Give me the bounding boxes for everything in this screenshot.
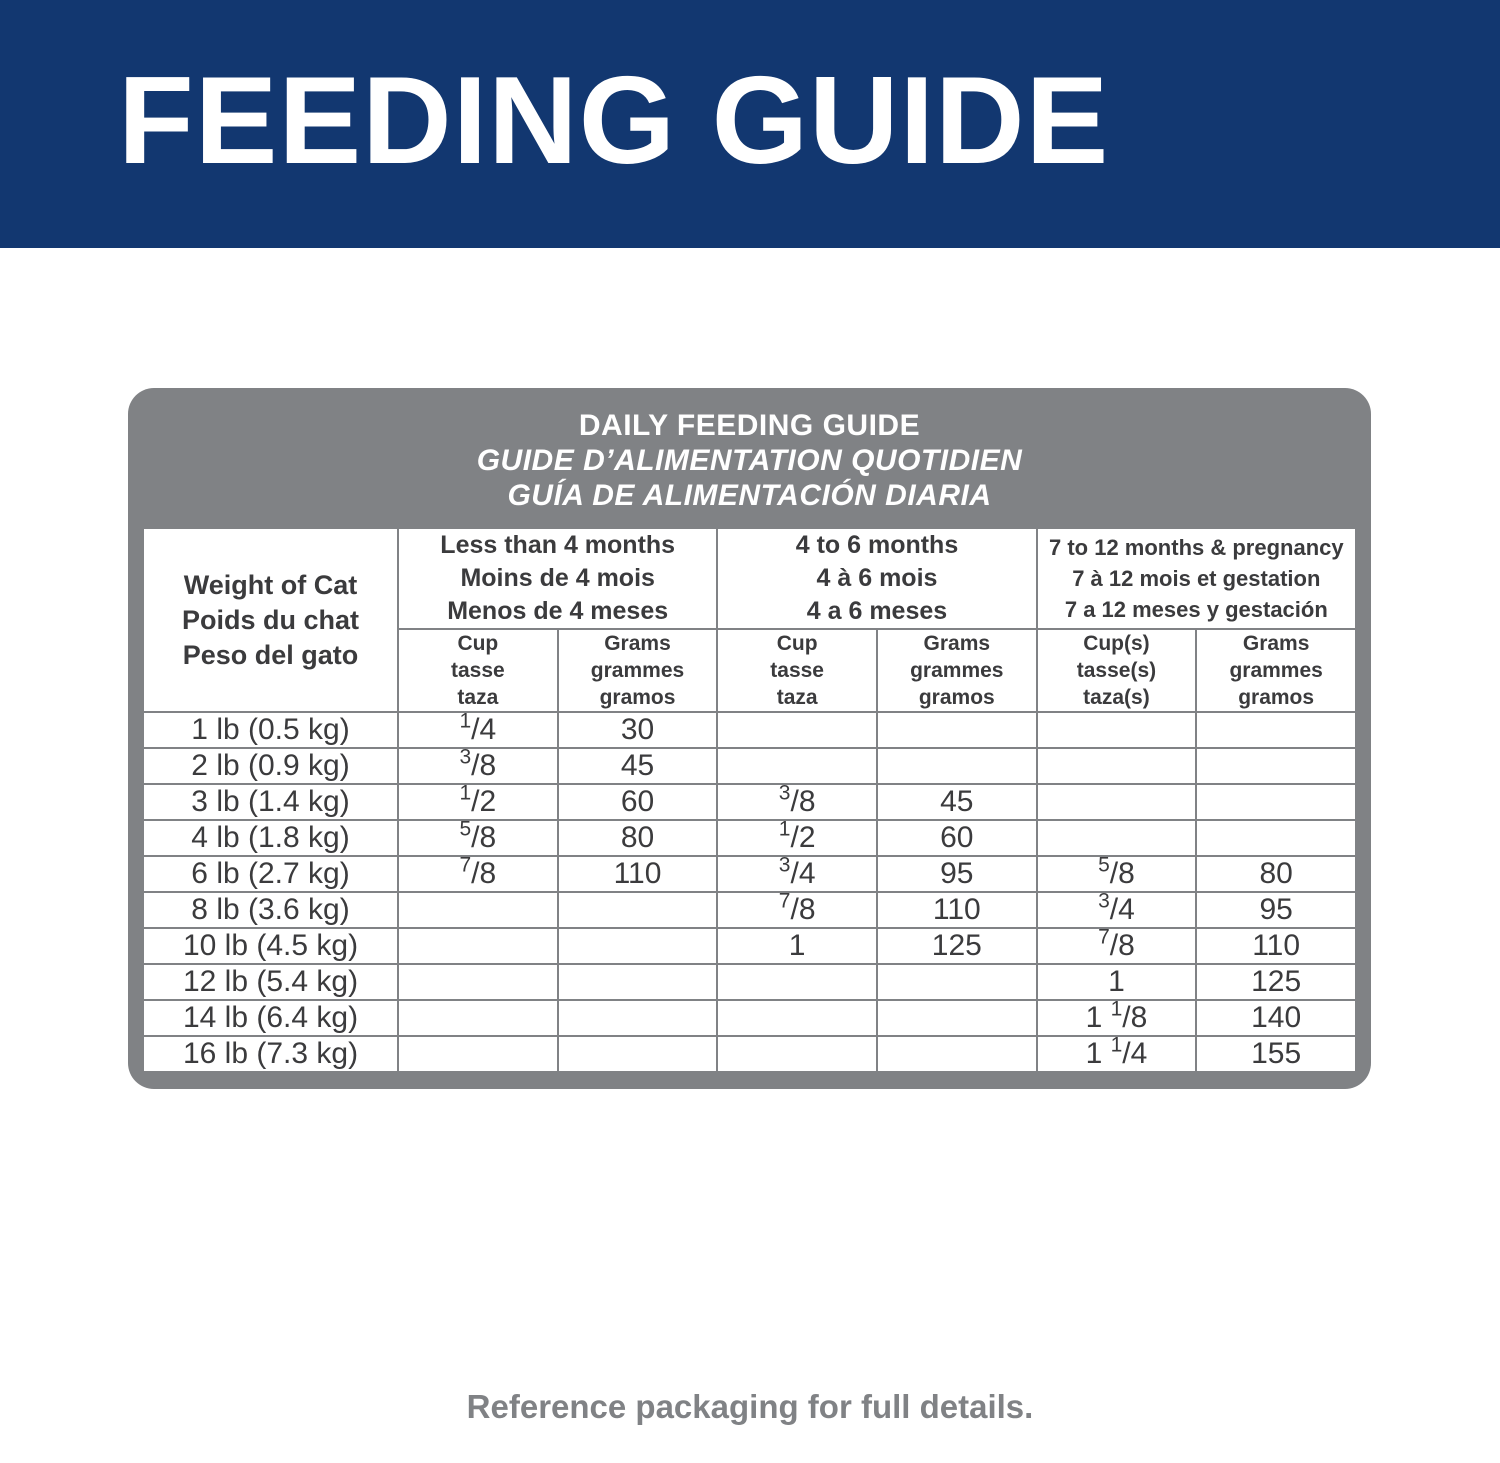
header-unit-0-grams-fr: grammes (590, 659, 685, 682)
cell-value: $^5$/8 (1037, 856, 1197, 892)
cell-value (877, 748, 1037, 784)
header-unit-1-grams (877, 629, 1037, 712)
cell-value: $^1$/4 (398, 712, 558, 748)
page-title: FEEDING GUIDE (118, 52, 1110, 190)
header-unit-1-cup-fr: tasse (770, 659, 824, 682)
cell-value (877, 712, 1037, 748)
header-unit-1-cup (717, 629, 877, 712)
cell-value: $^5$/8 (398, 820, 558, 856)
cell-value: 125 (877, 928, 1037, 964)
card-heading-es: GUÍA DE ALIMENTACIÓN DIARIA (507, 479, 992, 512)
cell-value: 1 (717, 928, 877, 964)
cell-value: $^7$/8 (1037, 928, 1197, 964)
header-age-2-es: 7 a 12 meses y gestación (1064, 597, 1328, 622)
card-heading-en: DAILY FEEDING GUIDE (578, 409, 921, 442)
cell-value: 110 (558, 856, 718, 892)
cell-value (398, 1036, 558, 1072)
cell-value (1196, 748, 1356, 784)
table-row (143, 748, 1356, 784)
table-body (143, 709, 1356, 1072)
header-unit-2-cup-en: Cup(s) (1083, 632, 1150, 655)
card-heading (142, 402, 1357, 527)
cell-weight: 14 lb (6.4 kg) (143, 1000, 398, 1036)
header-age-1-en: 4 to 6 months (795, 531, 959, 559)
cell-value: 80 (558, 820, 718, 856)
table-row (143, 928, 1356, 964)
header-unit-1-cup-en: Cup (776, 632, 818, 655)
cell-value (1037, 820, 1197, 856)
header-unit-2-grams-es: gramos (1238, 686, 1315, 709)
table-header-row-age (143, 528, 1356, 629)
cell-weight: 16 lb (7.3 kg) (143, 1036, 398, 1072)
cell-value (1037, 784, 1197, 820)
cell-value: 95 (877, 856, 1037, 892)
cell-value (558, 928, 718, 964)
header-age-1-fr: 4 à 6 mois (816, 564, 938, 592)
cell-value: 140 (1196, 1000, 1356, 1036)
header-unit-2-cup-es: taza(s) (1083, 686, 1150, 709)
header-unit-0-cup-es: taza (457, 686, 499, 709)
table-row (143, 1036, 1356, 1072)
header-unit-0-grams-es: gramos (599, 686, 676, 709)
cell-value: $^3$/8 (398, 748, 558, 784)
cell-value (1196, 784, 1356, 820)
table-row (143, 964, 1356, 1000)
header-weight-es: Peso del gato (182, 639, 359, 670)
cell-weight: 10 lb (4.5 kg) (143, 928, 398, 964)
header-unit-0-cup (398, 629, 558, 712)
header-age-group-1 (717, 528, 1036, 629)
card-heading-fr: GUIDE D’ALIMENTATION QUOTIDIEN (476, 444, 1023, 477)
cell-value (717, 712, 877, 748)
header-unit-1-grams-en: Grams (923, 632, 991, 655)
cell-value (398, 964, 558, 1000)
cell-value: $^7$/8 (717, 892, 877, 928)
cell-value: $^1$/2 (398, 784, 558, 820)
header-weight-fr: Poids du chat (182, 604, 360, 635)
header-age-0-fr: Moins de 4 mois (460, 564, 655, 592)
header-age-group-0 (398, 528, 717, 629)
cell-value (877, 1000, 1037, 1036)
table-row (143, 784, 1356, 820)
cell-weight: 6 lb (2.7 kg) (143, 856, 398, 892)
cell-weight: 2 lb (0.9 kg) (143, 748, 398, 784)
cell-value: $^3$/4 (717, 856, 877, 892)
cell-weight: 4 lb (1.8 kg) (143, 820, 398, 856)
cell-value (1037, 712, 1197, 748)
header-unit-0-cup-fr: tasse (450, 659, 505, 682)
cell-value: 1 $^1$/8 (1037, 1000, 1197, 1036)
header-unit-2-grams-fr: grammes (1229, 659, 1323, 682)
cell-value (1196, 820, 1356, 856)
header-unit-1-cup-es: taza (776, 686, 818, 709)
header-unit-2-grams (1196, 629, 1356, 712)
header-unit-2-cup (1037, 629, 1197, 712)
cell-value (717, 748, 877, 784)
header-age-1-es: 4 a 6 meses (806, 597, 948, 625)
header-unit-2-cup-fr: tasse(s) (1076, 659, 1157, 682)
header-unit-1-grams-fr: grammes (910, 659, 1004, 682)
cell-weight: 3 lb (1.4 kg) (143, 784, 398, 820)
cell-value: 1 $^1$/4 (1037, 1036, 1197, 1072)
cell-weight: 8 lb (3.6 kg) (143, 892, 398, 928)
table-row (143, 820, 1356, 856)
header-age-group-2 (1037, 528, 1356, 629)
cell-weight: 12 lb (5.4 kg) (143, 964, 398, 1000)
header-unit-0-grams (558, 629, 718, 712)
cell-value (877, 1036, 1037, 1072)
cell-value: $^7$/8 (398, 856, 558, 892)
header-unit-0-grams-en: Grams (604, 632, 671, 655)
header-banner (0, 0, 1500, 248)
cell-value (877, 964, 1037, 1000)
cell-value (717, 964, 877, 1000)
table-row (143, 856, 1356, 892)
cell-value: 60 (558, 784, 718, 820)
header-age-2-fr: 7 à 12 mois et gestation (1072, 566, 1321, 591)
cell-value: 80 (1196, 856, 1356, 892)
cell-value: 110 (1196, 928, 1356, 964)
cell-value: 45 (877, 784, 1037, 820)
cell-value (717, 1036, 877, 1072)
header-unit-0-cup-en: Cup (457, 632, 499, 655)
cell-value: 110 (877, 892, 1037, 928)
cell-value (398, 928, 558, 964)
cell-value: 95 (1196, 892, 1356, 928)
cell-value (717, 1000, 877, 1036)
cell-value: 155 (1196, 1036, 1356, 1072)
header-weight-en: Weight of Cat (183, 569, 358, 600)
table-row (143, 1000, 1356, 1036)
cell-value (558, 892, 718, 928)
cell-value (1196, 712, 1356, 748)
feeding-guide-card (128, 388, 1371, 1089)
cell-value (398, 1000, 558, 1036)
cell-value (558, 1036, 718, 1072)
cell-value (1037, 748, 1197, 784)
cell-value (398, 892, 558, 928)
cell-value: 45 (558, 748, 718, 784)
header-age-2-en: 7 to 12 months & pregnancy (1049, 535, 1344, 560)
cell-value (558, 1000, 718, 1036)
header-age-0-es: Menos de 4 meses (447, 597, 669, 625)
header-unit-1-grams-es: gramos (918, 686, 995, 709)
cell-value: 30 (558, 712, 718, 748)
cell-value: $^1$/2 (717, 820, 877, 856)
header-weight-of-cat (143, 528, 398, 712)
cell-value (558, 964, 718, 1000)
cell-value: 60 (877, 820, 1037, 856)
cell-value: $^3$/4 (1037, 892, 1197, 928)
cell-value: 125 (1196, 964, 1356, 1000)
cell-weight: 1 lb (0.5 kg) (143, 712, 398, 748)
footnote: Reference packaging for full details. (466, 1388, 1034, 1425)
table-row (143, 892, 1356, 928)
feeding-guide-table (142, 527, 1357, 1073)
header-unit-2-grams-en: Grams (1242, 632, 1310, 655)
table-row (143, 712, 1356, 748)
cell-value: 1 (1037, 964, 1197, 1000)
header-age-0-en: Less than 4 months (440, 531, 676, 559)
cell-value: $^3$/8 (717, 784, 877, 820)
